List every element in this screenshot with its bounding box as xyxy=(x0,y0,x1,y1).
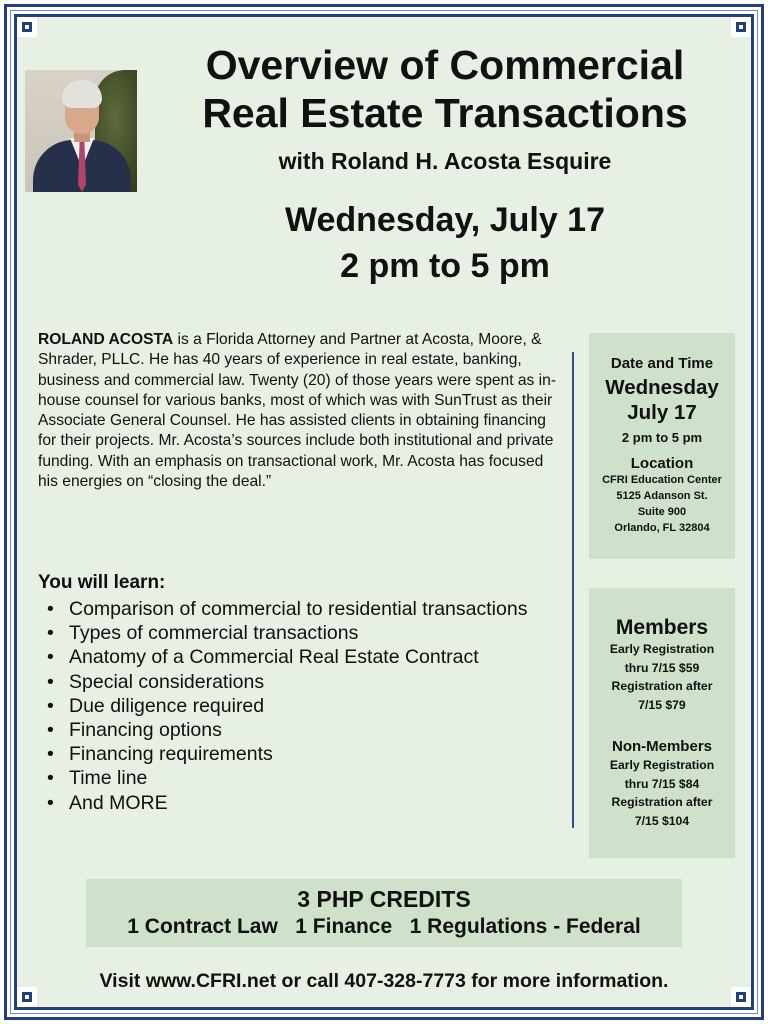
pricing-box xyxy=(589,588,735,858)
date-time-heading: Date and Time xyxy=(610,355,714,372)
nonmembers-price-line: 7/15 $104 xyxy=(634,813,690,828)
corner-ornament xyxy=(17,17,37,37)
nonmembers-price-line: thru 7/15 $84 xyxy=(624,776,700,791)
learn-heading: You will learn: xyxy=(38,572,166,593)
presenter-subtitle: with Roland H. Acosta Esquire xyxy=(278,148,612,174)
learn-item: • Types of commercial transactions xyxy=(38,621,563,645)
event-date: Wednesday, July 17 xyxy=(285,201,605,239)
address-line: CFRI Education Center xyxy=(602,474,722,486)
location-heading: Location xyxy=(630,455,694,472)
nonmembers-price-line: Registration after xyxy=(611,795,713,809)
presenter-name: ROLAND ACOSTA xyxy=(38,331,174,348)
credits-detail: 1 Contract Law 1 Finance 1 Regulations - Federal xyxy=(127,915,641,938)
address-line: Orlando, FL 32804 xyxy=(614,522,710,534)
learn-item: • Special considerations xyxy=(38,670,563,694)
members-price-line: 7/15 $79 xyxy=(638,697,686,712)
learn-item: • Due diligence required xyxy=(38,694,563,718)
nonmembers-heading: Non-Members xyxy=(611,738,712,755)
learn-item: • Anatomy of a Commercial Real Estate Contract xyxy=(38,645,563,669)
nonmembers-price-line: Early Registration xyxy=(609,758,715,772)
presenter-photo xyxy=(25,70,137,192)
members-heading: Members xyxy=(615,616,709,639)
vertical-divider xyxy=(572,352,574,828)
box-date: July 17 xyxy=(627,401,697,424)
event-time: 2 pm to 5 pm xyxy=(340,247,550,285)
bio-text: is a Florida Attorney and Partner at Acosta, Moore, & Shrader, PLLC. He has 40 years of experience in real estate, banking, business and commercial law. Twenty (20) of those years were spent as in-house counsel for various banks, most of which was with SunTrust as their Associate General Counsel. He has assisted clients in obtaining financing for their projects. Mr. Acosta’s sources include both institutional and private funding. With an emphasis on transactional work, Mr. Acosta has focused his energies on “closing the deal.” xyxy=(38,331,557,491)
learn-item: • Financing requirements xyxy=(38,742,563,766)
learn-item: • Comparison of commercial to residential transactions xyxy=(38,597,563,621)
page-title-line-1: Overview of Commercial xyxy=(205,42,685,88)
box-day: Wednesday xyxy=(605,376,719,399)
credits-heading: 3 PHP CREDITS xyxy=(297,886,471,912)
credits-box xyxy=(86,879,682,947)
date-time-box xyxy=(589,333,735,559)
page-title-line-2: Real Estate Transactions xyxy=(202,90,688,136)
presenter-bio xyxy=(38,330,563,492)
learn-item: • Time line xyxy=(38,766,563,790)
learn-item: • And MORE xyxy=(38,791,563,815)
members-price-line: Early Registration xyxy=(609,642,715,656)
members-price-line: thru 7/15 $59 xyxy=(624,660,700,675)
address-line: 5125 Adanson St. xyxy=(616,490,708,502)
address-line: Suite 900 xyxy=(637,506,687,518)
learn-item: • Financing options xyxy=(38,718,563,742)
corner-ornament xyxy=(731,17,751,37)
members-price-line: Registration after xyxy=(611,679,713,693)
learn-list xyxy=(38,597,563,815)
footer-contact: Visit www.CFRI.net or call 407-328-7773 for more information. xyxy=(99,970,669,992)
box-time: 2 pm to 5 pm xyxy=(621,430,703,445)
